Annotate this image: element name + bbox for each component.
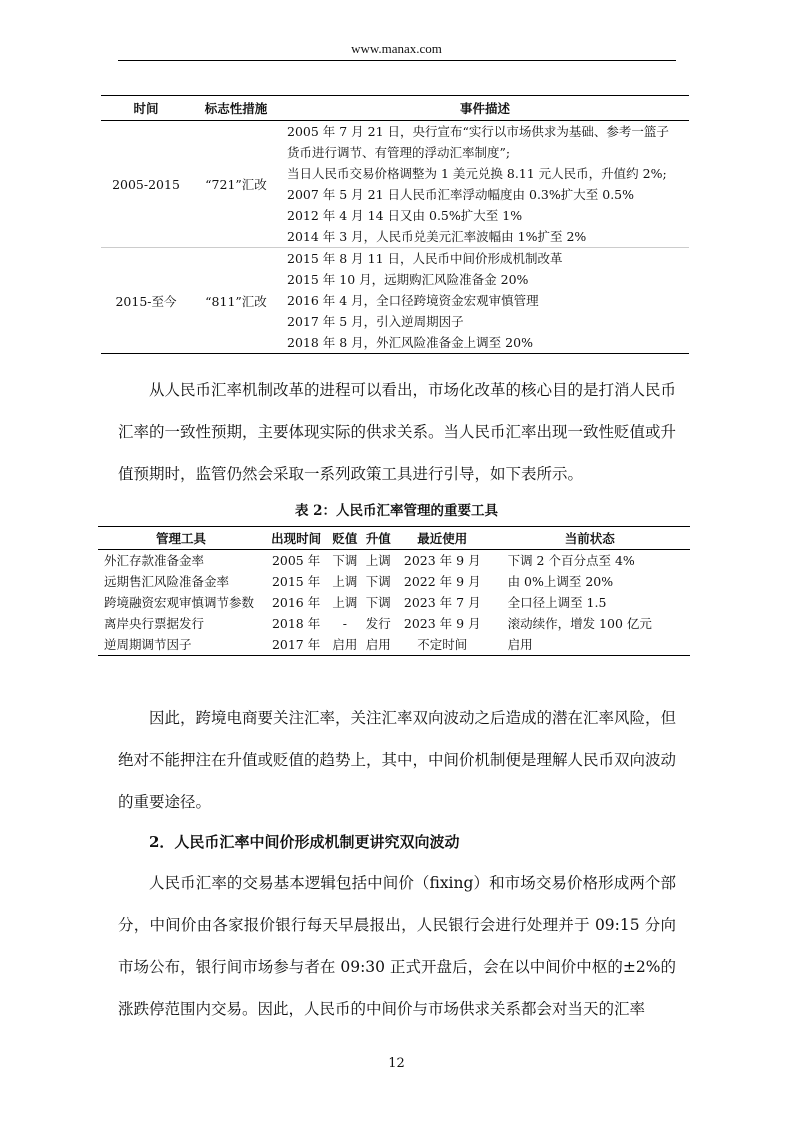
time-cell: 2017 年 [264,634,328,656]
paragraph-text: 从人民币汇率机制改革的进程可以看出，市场化改革的核心目的是打消人民币汇率的一致性预期，主要体现实际的供求关系。当人民币汇率出现一致性贬值或升值预期时，监管仍然会采取一系列政策工具进行引导，如下表所示。 [118,381,677,483]
column-header-events: 事件描述 [281,96,689,121]
table-row [98,634,690,656]
status-cell: 由 0%上调至 20% [507,574,614,589]
event-line: 2007 年 5 月 21 日人民币汇率浮动幅度由 0.3%扩大至 0.5% [287,187,634,202]
event-line: 2016 年 4 月，全口径跨境资金宏观审慎管理 [287,293,539,308]
tool-cell: 逆周期调节因子 [98,634,264,656]
table-header-row [101,96,689,121]
status-cell: 启用 [490,634,690,656]
body-paragraph-2 [118,697,676,823]
last-used-cell: 2023 年 9 月 [403,616,481,631]
table2-caption: 表 2：人民币汇率管理的重要工具 [294,503,499,519]
last-used-cell: 2023 年 9 月 [403,553,481,568]
appreciation-cell: 启用 [362,634,395,656]
events-cell [281,248,689,354]
appreciation-cell: 下调 [365,574,391,589]
tool-cell: 跨境融资宏观审慎调节参数 [104,595,255,610]
time-cell: 2015 年 [271,574,321,589]
paragraph-text: 人民币汇率的交易基本逻辑包括中间价（fixing）和市场交易价格形成两个部分，中间价由各家报价银行每天早晨报出，人民银行会进行处理并于 09:15 分向市场公布，银行间市场参与者在 09:30 正式开盘后，会在以中间价中枢的±2%的涨跌停范围内交易。因此，人民币的中间价与市场供求关系都会对当天的汇率 [118,874,676,1018]
time-cell: 2016 年 [271,595,321,610]
event-line: 2017 年 5 月，引入逆周期因子 [287,314,464,329]
depreciation-cell: 启用 [328,634,361,656]
table-row [101,248,689,354]
event-line: 当日人民币交易价格调整为 1 美元兑换 8.11 元人民币，升值约 2%; [287,166,667,181]
column-header-depreciation: 贬值 [328,527,361,550]
table-header-row [98,527,690,550]
event-line: 2018 年 8 月，外汇风险准备金上调至 20% [287,335,533,350]
tool-cell: 远期售汇风险准备金率 [104,574,230,589]
measure-cell: “811”汇改 [191,248,281,354]
event-line: 2015 年 10 月，远期购汇风险准备金 20% [287,272,529,287]
reform-history-table [101,95,689,354]
depreciation-cell: 上调 [332,574,358,589]
measure-cell: “721”汇改 [191,121,281,248]
column-header-last-used: 最近使用 [395,527,490,550]
paragraph-text: 因此，跨境电商要关注汇率，关注汇率双向波动之后造成的潜在汇率风险，但绝对不能押注在升值或贬值的趋势上，其中，中间价机制便是理解人民币双向波动的重要途径。 [118,709,677,811]
depreciation-cell: - [342,616,347,631]
last-used-cell: 不定时间 [395,634,490,656]
event-line: 2014 年 3 月，人民币兑美元汇率波幅由 1%扩至 2% [287,229,587,244]
depreciation-cell: 上调 [332,595,358,610]
appreciation-cell: 下调 [365,595,391,610]
page-number: 12 [388,1056,405,1071]
status-cell: 滚动续作，增发 100 亿元 [507,616,652,631]
column-header-measure: 标志性措施 [191,96,281,121]
section-heading: 2．人民币汇率中间价形成机制更讲究双向波动 [149,833,460,851]
table-row [101,121,689,248]
status-cell: 全口径上调至 1.5 [507,595,607,610]
management-tools-table [98,526,690,656]
column-header-appreciation: 升值 [362,527,395,550]
events-cell [281,121,689,248]
period-cell: 2015-至今 [101,248,191,354]
event-line: 货币进行调节、有管理的浮动汇率制度”; [287,145,511,160]
page-header-url: www.manax.com [351,41,442,56]
last-used-cell: 2023 年 7 月 [403,595,481,610]
event-line: 2005 年 7 月 21 日，央行宣布“实行以市场供求为基础、参考一篮子 [287,124,669,139]
column-header-time: 时间 [101,96,191,121]
column-header-tool: 管理工具 [98,527,264,550]
time-cell: 2018 年 [271,616,321,631]
period-cell: 2005-2015 [101,121,191,248]
header-rule [118,60,676,61]
appreciation-cell: 上调 [365,553,391,568]
depreciation-cell: 下调 [332,553,358,568]
status-cell: 下调 2 个百分点至 4% [507,553,635,568]
event-line: 2015 年 8 月 11 日，人民币中间价形成机制改革 [287,251,563,266]
column-header-time: 出现时间 [264,527,328,550]
last-used-cell: 2022 年 9 月 [403,574,481,589]
table-row [98,571,690,592]
table-row [98,550,690,572]
tool-cell: 外汇存款准备金率 [104,553,205,568]
table-row [98,592,690,613]
body-paragraph-3 [118,862,676,1030]
event-line: 2012 年 4 月 14 日又由 0.5%扩大至 1% [287,208,523,223]
body-paragraph-1 [118,369,676,495]
time-cell: 2005 年 [271,553,321,568]
tool-cell: 离岸央行票据发行 [104,616,205,631]
column-header-status: 当前状态 [490,527,690,550]
appreciation-cell: 发行 [365,616,391,631]
table-row [98,613,690,634]
